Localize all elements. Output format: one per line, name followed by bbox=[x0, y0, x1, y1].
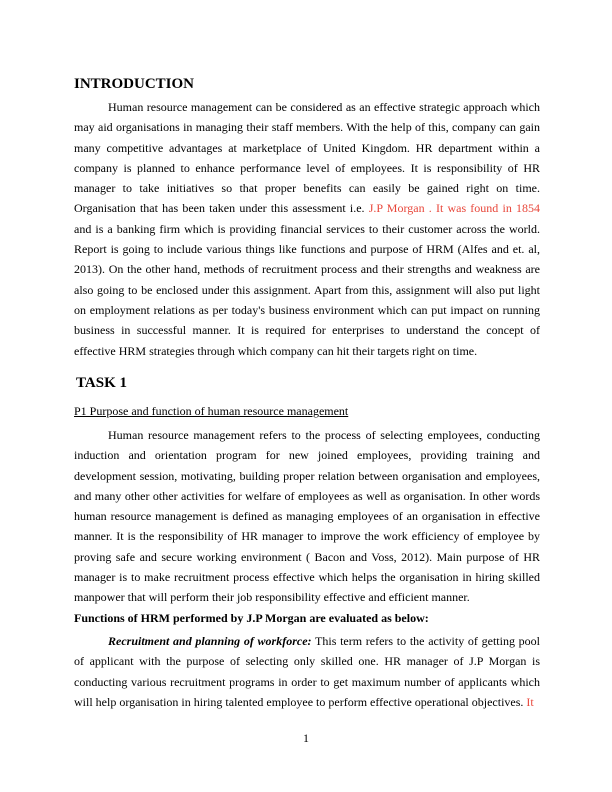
task1-heading: TASK 1 bbox=[76, 375, 127, 391]
introduction-highlight: J.P Morgan . It was found in 1854 bbox=[368, 201, 541, 216]
introduction-text-part1: Human resource management can be considered as an effective strategic approach which may aid organisations in managing their staff members. With the help of this, company can gain many competitive advantages at marketplace of United Kingdom. HR department within a company is planned to enhance performance level of employees. It is responsibility of HR manager to take initiatives so that proper benefits can easily be gained right on time. Organisation that has been taken under this assessment i.e. bbox=[74, 100, 540, 216]
functions-heading: Functions of HRM performed by J.P Morgan are evaluated as below: bbox=[74, 611, 429, 625]
recruitment-label: Recruitment and planning of workforce: bbox=[108, 634, 312, 648]
task1-subheading: P1 Purpose and function of human resource management bbox=[74, 404, 349, 418]
recruitment-highlight: It bbox=[526, 694, 534, 709]
page-number: 1 bbox=[303, 731, 309, 745]
recruitment-text: This term refers to the activity of getting pool of applicant with the purpose of selecting only skilled one. HR manager of J.P Morgan is conducting various recruitment programs in order to get maximum number of applicants which will help organisation in hiring talented employee to perform effective operational objectives. bbox=[74, 634, 540, 709]
introduction-heading: INTRODUCTION bbox=[74, 76, 195, 92]
introduction-paragraph bbox=[74, 97, 540, 361]
task1-paragraph: Human resource management refers to the process of selecting employees, conducting induction and orientation program for new joined employees, providing training and development session, motivating, building proper relation between organisation and employees, and many other other activities for welfare of employees as well as organisation. In other words human resource management is defined as managing employees of an organisation in effective manner. It is the responsibility of HR manager to improve the work efficiency of employee by proving safe and secure working environment ( Bacon and Voss, 2012). Main purpose of HR manager is to make recruitment process effective which helps the organisation in hiring skilled manpower that will perform their job responsibility effective and efficient manner. bbox=[74, 428, 540, 605]
introduction-text-part2: and is a banking firm which is providing financial services to their customer across the world. Report is going to include various things like functions and purpose of HRM (Alfes and et. al, 2013). On the other hand, methods of recruitment process and their strengths and weakness are also going to be enclosed under this assignment. Apart from this, assignment will also put light on employment relations as per today's business environment which can put impact on running business in successful manner. It is required for enterprises to understand the concept of effective HRM strategies through which company can hit their targets right on time. bbox=[74, 221, 540, 358]
recruitment-paragraph bbox=[74, 631, 540, 712]
